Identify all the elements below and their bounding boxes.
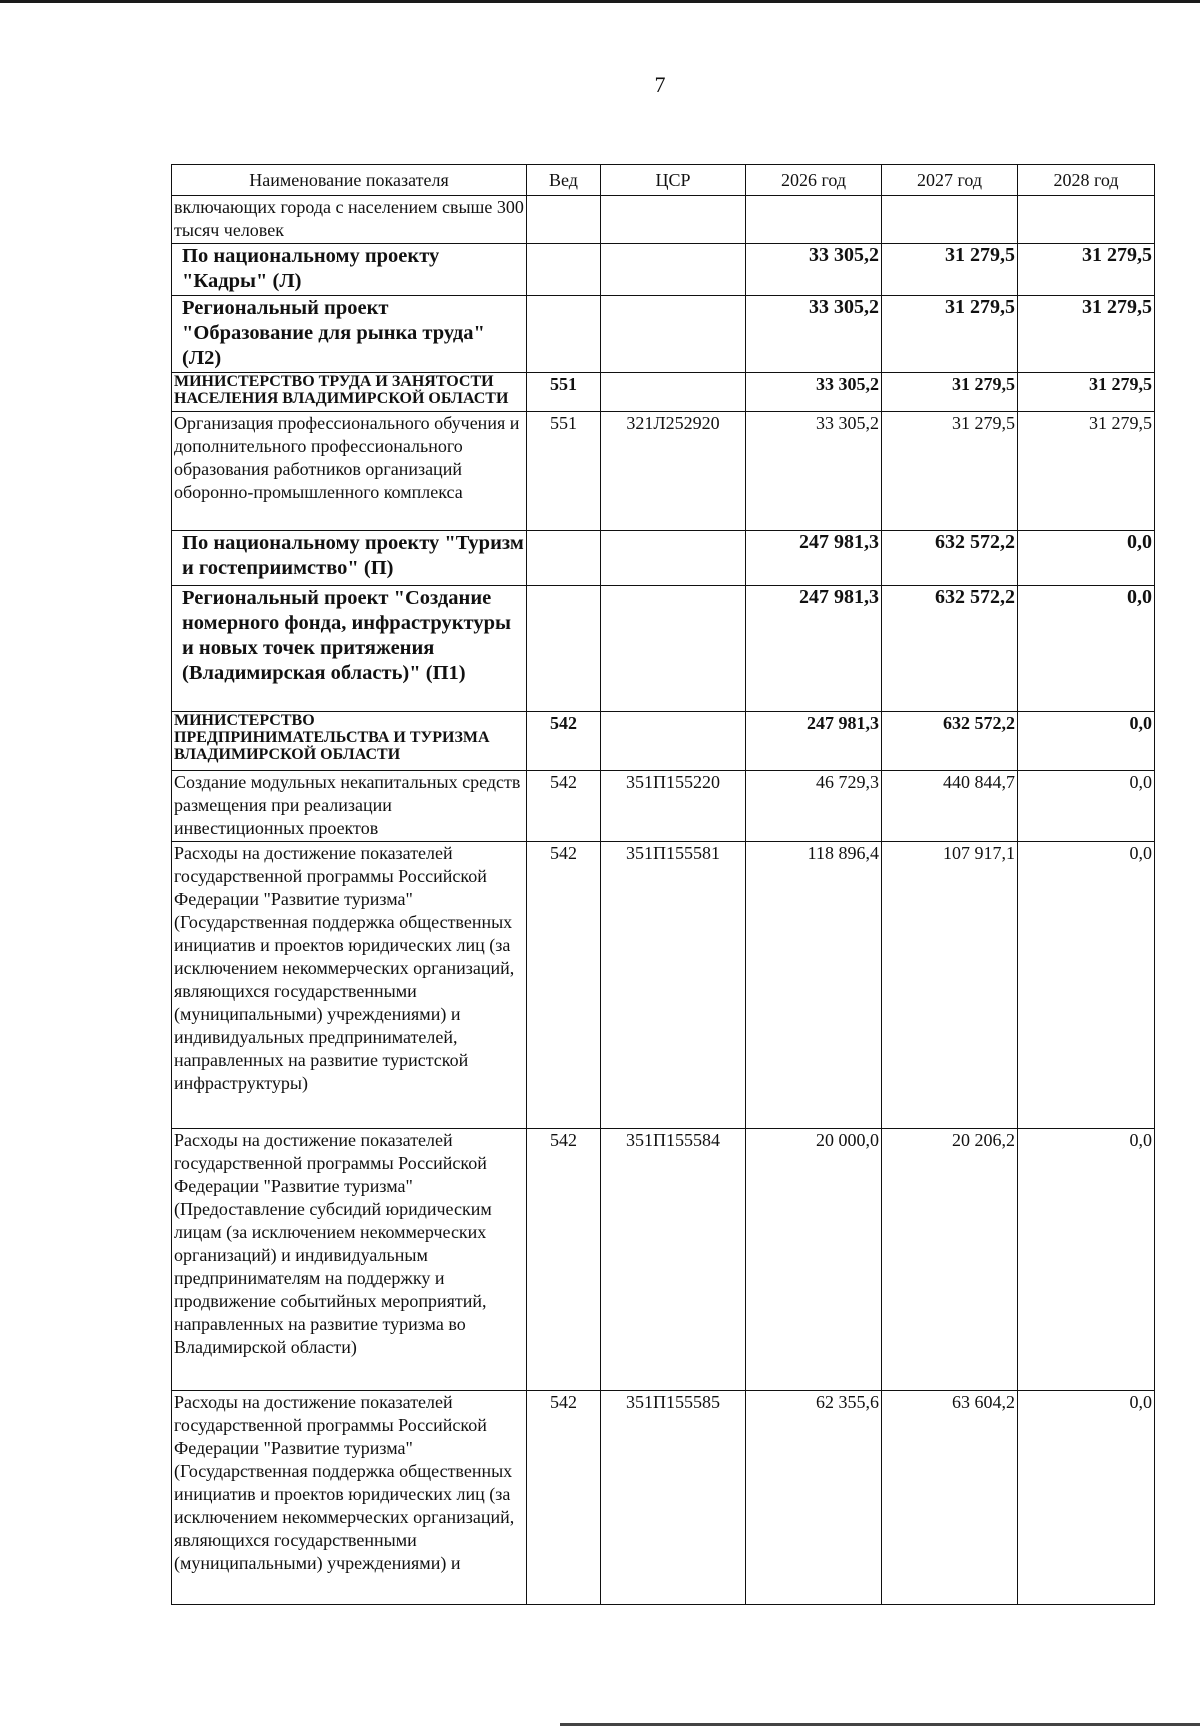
row-csr [601,244,746,296]
row-csr: 351П155584 [601,1129,746,1391]
row-2027: 31 279,5 [882,373,1018,412]
row-2028: 0,0 [1018,712,1155,771]
table-row [172,1129,1155,1391]
table-row [172,196,1155,244]
row-name: Расходы на достижение показателей государственной программы Российской Федерации "Развитие туризма" (Государственная поддержка общественных инициатив и проектов юридических лиц (за исключением некоммерческих организаций, являющихся государственными (муниципальными) учреждениями) и индивидуальных предпринимателей, направленных на развитие туристской инфраструктуры) [172,842,527,1129]
row-2027: 632 572,2 [882,712,1018,771]
row-csr [601,531,746,586]
row-2026: 33 305,2 [746,296,882,373]
row-csr: 351П155585 [601,1391,746,1605]
row-ved: 551 [527,373,601,412]
row-name: Организация профессионального обучения и дополнительного профессионального образования работников организаций оборонно-промышленного комплекса [172,412,527,531]
header-2026: 2026 год [746,165,882,196]
row-ved [527,296,601,373]
row-name: МИНИСТЕРСТВО ТРУДА И ЗАНЯТОСТИ НАСЕЛЕНИЯ ВЛАДИМИРСКОЙ ОБЛАСТИ [172,373,527,412]
header-name: Наименование показателя [172,165,527,196]
row-csr: 351П155220 [601,771,746,842]
header-2027: 2027 год [882,165,1018,196]
header-2028: 2028 год [1018,165,1155,196]
top-border-line [0,0,1200,3]
row-2027: 632 572,2 [882,586,1018,712]
row-2027: 107 917,1 [882,842,1018,1129]
budget-table [171,164,1155,1605]
row-ved [527,244,601,296]
table-header-row [172,165,1155,196]
row-2028: 31 279,5 [1018,244,1155,296]
row-2026: 46 729,3 [746,771,882,842]
row-csr [601,196,746,244]
row-csr [601,586,746,712]
row-2026: 247 981,3 [746,531,882,586]
row-2026: 33 305,2 [746,244,882,296]
row-csr: 321Л252920 [601,412,746,531]
row-name: МИНИСТЕРСТВО ПРЕДПРИНИМАТЕЛЬСТВА И ТУРИЗМА ВЛАДИМИРСКОЙ ОБЛАСТИ [172,712,527,771]
row-2026 [746,196,882,244]
table-row [172,244,1155,296]
table-row [172,531,1155,586]
row-2027: 632 572,2 [882,531,1018,586]
row-2028 [1018,196,1155,244]
row-ved: 542 [527,712,601,771]
header-csr: ЦСР [601,165,746,196]
table-row [172,712,1155,771]
row-2027: 63 604,2 [882,1391,1018,1605]
row-2027: 440 844,7 [882,771,1018,842]
row-name: Региональный проект "Образование для рынка труда" (Л2) [172,296,527,373]
row-name: По национальному проекту "Кадры" (Л) [172,244,527,296]
row-csr: 351П155581 [601,842,746,1129]
row-ved: 551 [527,412,601,531]
row-2028: 31 279,5 [1018,373,1155,412]
row-2028: 31 279,5 [1018,296,1155,373]
table-row [172,296,1155,373]
row-2028: 0,0 [1018,586,1155,712]
row-2027: 31 279,5 [882,412,1018,531]
row-2026: 20 000,0 [746,1129,882,1391]
table-row [172,842,1155,1129]
row-2028: 0,0 [1018,531,1155,586]
row-name: Региональный проект "Создание номерного фонда, инфраструктуры и новых точек притяжения (Владимирская область)" (П1) [172,586,527,712]
page-number: 7 [654,72,666,97]
row-2027 [882,196,1018,244]
table-row [172,412,1155,531]
row-2028: 0,0 [1018,1129,1155,1391]
row-2026: 118 896,4 [746,842,882,1129]
row-ved: 542 [527,842,601,1129]
row-ved: 542 [527,1391,601,1605]
row-ved [527,531,601,586]
row-name: По национальному проекту "Туризм и гостеприимство" (П) [172,531,527,586]
table-row [172,771,1155,842]
table-row [172,373,1155,412]
row-name: Расходы на достижение показателей государственной программы Российской Федерации "Развитие туризма" (Предоставление субсидий юридическим лицам (за исключением некоммерческих организаций) и индивидуальным предпринимателям на поддержку и продвижение событийных мероприятий, направленных на развитие туризма во Владимирской области) [172,1129,527,1391]
table-row [172,586,1155,712]
row-2027: 20 206,2 [882,1129,1018,1391]
header-ved: Вед [527,165,601,196]
row-2026: 62 355,6 [746,1391,882,1605]
row-2026: 33 305,2 [746,373,882,412]
row-name: Создание модульных некапитальных средств размещения при реализации инвестиционных проектов [172,771,527,842]
row-2026: 33 305,2 [746,412,882,531]
row-csr [601,712,746,771]
row-ved [527,196,601,244]
row-2027: 31 279,5 [882,296,1018,373]
row-ved: 542 [527,1129,601,1391]
row-csr [601,296,746,373]
table-row [172,1391,1155,1605]
row-2026: 247 981,3 [746,712,882,771]
row-name: Расходы на достижение показателей государственной программы Российской Федерации "Развитие туризма" (Государственная поддержка общественных инициатив и проектов юридических лиц (за исключением некоммерческих организаций, являющихся государственными (муниципальными) учреждениями) и [172,1391,527,1605]
bottom-scan-line [560,1723,1200,1726]
row-2028: 0,0 [1018,771,1155,842]
row-name: включающих города с населением свыше 300 тысяч человек [172,196,527,244]
row-2028: 0,0 [1018,842,1155,1129]
row-2026: 247 981,3 [746,586,882,712]
row-2028: 31 279,5 [1018,412,1155,531]
row-csr [601,373,746,412]
row-2028: 0,0 [1018,1391,1155,1605]
row-ved: 542 [527,771,601,842]
row-ved [527,586,601,712]
row-2027: 31 279,5 [882,244,1018,296]
